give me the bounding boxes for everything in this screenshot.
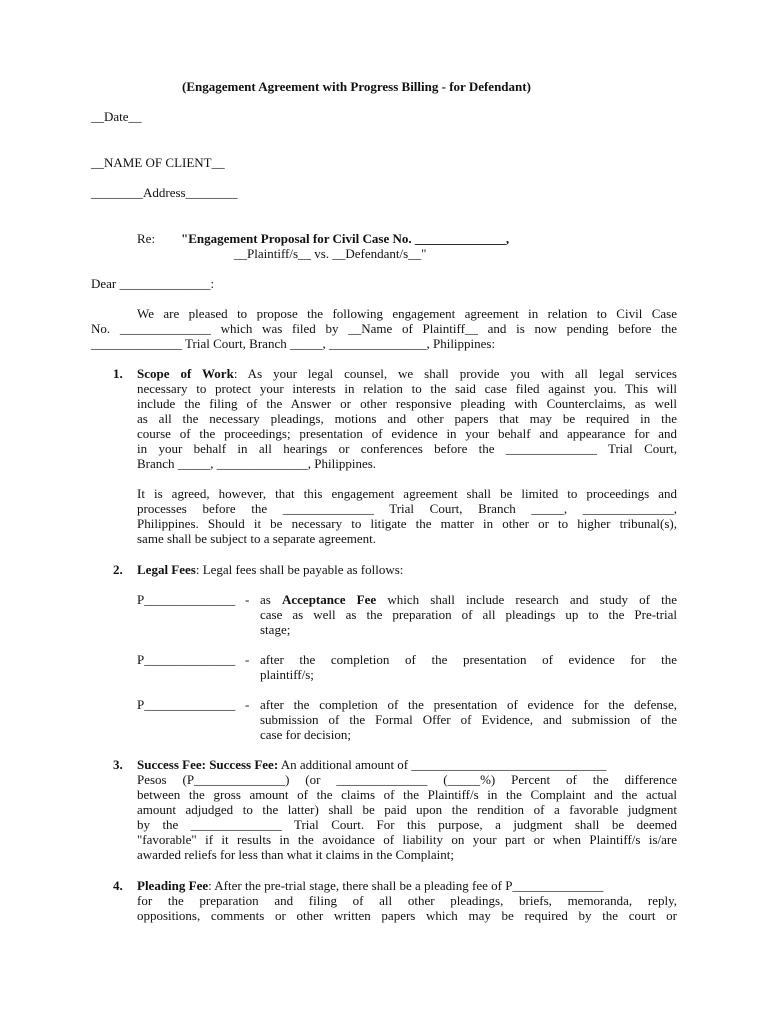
legal-fees-line — [137, 562, 403, 577]
fee-amount: P______________ — [137, 697, 236, 712]
success-fee-heading-repeat: Success Fee: — [209, 757, 279, 772]
success-fee-first-line — [137, 757, 677, 772]
scope-first-line — [137, 366, 677, 381]
fee-dash: - — [245, 697, 250, 712]
scope-limit-line: processes before the ______________ Trial Court, Branch _____, ______________, — [137, 501, 677, 516]
pleading-fee-line: for the preparation and filing of all other pleadings, briefs, memoranda, reply, — [137, 893, 677, 908]
success-fee-line: "favorable" if it results in the avoidance of liability on your part or when Plaintiff/s is/are — [137, 832, 677, 847]
address-field: ________Address________ — [91, 185, 238, 200]
item-number: 1. — [113, 366, 123, 381]
scope-line: necessary to protect your interests in relation to the said case filed against you. This will — [137, 381, 677, 396]
re-parties: __Plaintiff/s__ vs. __Defendant/s__" — [234, 246, 427, 261]
scope-limit-line: same shall be subject to a separate agreement. — [137, 531, 376, 546]
fee-amount: P______________ — [137, 652, 236, 667]
success-fee-line: by the ______________ Trial Court. For this purpose, a judgment shall be deemed — [137, 817, 677, 832]
fee-prefix: as — [260, 592, 282, 607]
item-number: 2. — [113, 562, 123, 577]
client-name-field: __NAME OF CLIENT__ — [91, 155, 225, 170]
scope-line: in your behalf in all hearings or conferences before the ______________ Trial Court, — [137, 441, 677, 456]
acceptance-fee-label: Acceptance Fee — [282, 592, 377, 607]
scope-limit-line: Philippines. Should it be necessary to litigate the matter in other or to higher tribunal(s), — [137, 516, 677, 531]
pleading-fee-line: oppositions, comments or other written papers which may be required by the court or — [137, 908, 677, 923]
scope-line: Branch _____, ______________, Philippines. — [137, 456, 377, 471]
salutation: Dear ______________: — [91, 276, 215, 291]
re-label: Re: — [137, 231, 156, 246]
success-fee-text: An additional amount of ______________________________ — [278, 757, 607, 772]
scope-heading: Scope of Work — [137, 366, 234, 381]
fee-description-line: plaintiff/s; — [260, 667, 314, 682]
fee-description-line: after the completion of the presentation of evidence for the defense, — [260, 697, 677, 712]
scope-line: include the filing of the Answer or other responsive pleading with Counterclaims, as well — [137, 396, 677, 411]
pleading-fee-heading: Pleading Fee — [137, 878, 209, 893]
success-fee-line: between the gross amount of the claims of the Plaintiff/s in the Complaint and the actual — [137, 787, 677, 802]
scope-line: as all the necessary pleadings, motions and other papers that may be required in the — [137, 411, 677, 426]
item-number: 3. — [113, 757, 123, 772]
success-fee-line: amount adjudged to the latter) shall be paid upon the rendition of a favorable judgment — [137, 802, 677, 817]
intro-line: No. ______________ which was filed by __Name of Plaintiff__ and is now pending before the — [91, 321, 677, 336]
success-fee-line: Pesos (P______________) (or ______________ (_____%) Percent of the difference — [137, 772, 677, 787]
fee-amount: P______________ — [137, 592, 236, 607]
fee-description-line: case as well as the preparation of all pleadings up to the Pre-trial — [260, 607, 677, 622]
scope-limit-line: It is agreed, however, that this engagement agreement shall be limited to proceedings and — [137, 486, 677, 501]
legal-fees-text: : Legal fees shall be payable as follows: — [195, 562, 404, 577]
fee-description-line: submission of the Formal Offer of Evidence, and submission of the — [260, 712, 677, 727]
scope-line: course of the proceedings; presentation of evidence in your behalf and appearance for and — [137, 426, 677, 441]
pleading-fee-first-line — [137, 878, 603, 893]
intro-line: We are pleased to propose the following engagement agreement in relation to Civil Case — [137, 306, 677, 321]
fee-description-line — [260, 592, 677, 607]
date-field: __Date__ — [91, 109, 142, 124]
pleading-fee-text: : After the pre-trial stage, there shall be a pleading fee of P______________ — [208, 878, 604, 893]
success-fee-heading: Success Fee: — [137, 757, 206, 772]
fee-text: which shall include research and study of the — [376, 592, 677, 607]
document-title: (Engagement Agreement with Progress Billing - for Defendant) — [182, 79, 531, 94]
intro-line: ______________ Trial Court, Branch _____, _______________, Philippines: — [91, 336, 496, 351]
legal-fees-heading: Legal Fees — [137, 562, 196, 577]
fee-dash: - — [245, 652, 250, 667]
re-subject: "Engagement Proposal for Civil Case No. ______________, — [181, 231, 510, 246]
fee-description-line: stage; — [260, 622, 291, 637]
scope-text: : As your legal counsel, we shall provide you with all legal services — [233, 366, 677, 381]
success-fee-line: awarded reliefs for less than what it claims in the Complaint; — [137, 847, 454, 862]
fee-dash: - — [245, 592, 250, 607]
item-number: 4. — [113, 878, 123, 893]
fee-description-line: after the completion of the presentation of evidence for the — [260, 652, 677, 667]
fee-description-line: case for decision; — [260, 727, 351, 742]
